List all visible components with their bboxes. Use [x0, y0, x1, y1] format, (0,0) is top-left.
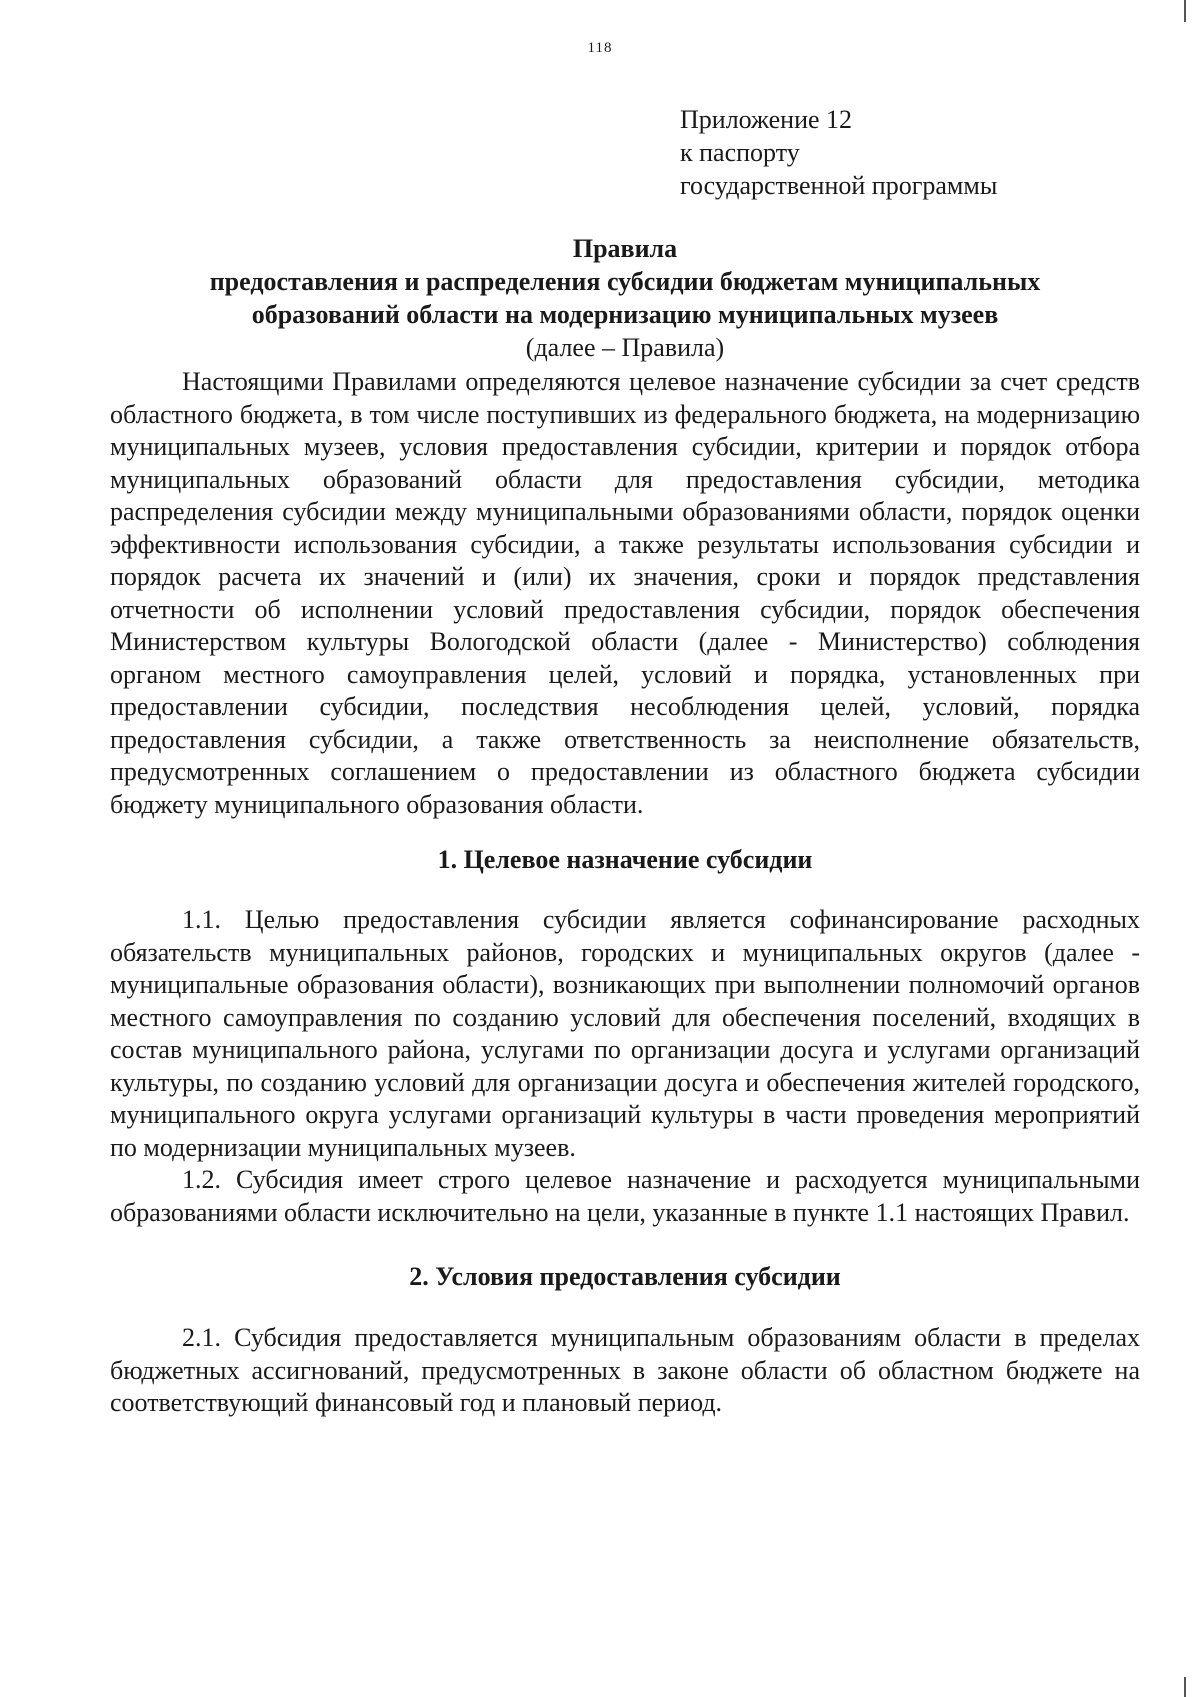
- document-title: [110, 232, 1140, 364]
- appendix-line-2: к паспорту: [680, 138, 800, 167]
- appendix-line-3: государственной программы: [680, 171, 998, 200]
- scan-edge-mark-bottom: [1184, 1677, 1186, 1697]
- section-2-body: [110, 1322, 1140, 1420]
- section-2-heading: 2. Условия предоставления субсидии: [409, 1262, 841, 1291]
- title-line-4: (далее – Правила): [525, 333, 725, 362]
- section-1-body: [110, 904, 1140, 1229]
- section-1-paragraph-1: 1.1. Целью предоставления субсидии является софинансирование расходных обязательств муниципальных районов, городских и муниципальных округов (далее - муниципальные образования области), возникающих при выполнении полномочий органов местного самоуправления по созданию условий для обеспечения поселений, входящих в состав муниципального района, услугами по организации досуга и услугами организаций культуры, по созданию условий для организации досуга и обеспечения жителей городского, муниципального округа услугами организаций культуры в части проведения мероприятий по модернизации муниципальных музеев.: [110, 905, 1140, 1162]
- intro-paragraph: Настоящими Правилами определяются целевое назначение субсидии за счет средств областного бюджета, в том числе поступивших из федерального бюджета, на модернизацию муниципальных музеев, условия предоставления субсидии, критерии и порядок отбора муниципальных образований области для предоставления субсидии, методика распределения субсидии между муниципальными образованиями области, порядок оценки эффективности использования субсидии, а также результаты использования субсидии и порядок расчета их значений и (или) их значения, сроки и порядок представления отчетности об исполнении условий предоставления субсидии, порядок обеспечения Министерством культуры Вологодской области (далее - Министерство) соблюдения органом местного самоуправления целей, условий и порядка, установленных при предоставлении субсидии, последствия несоблюдения целей, условий, порядка предоставления субсидии, а также ответственность за неисполнение обязательств, предусмотренных соглашением о предоставлении из областного бюджета субсидии бюджету муниципального образования области.: [110, 367, 1140, 819]
- section-2-paragraph-1: 2.1. Субсидия предоставляется муниципальным образованиям области в пределах бюджетных ассигнований, предусмотренных в законе области об областном бюджете на соответствующий финансовый год и плановый период.: [110, 1323, 1140, 1417]
- section-1-heading: 1. Целевое назначение субсидии: [437, 845, 813, 874]
- appendix-reference: [680, 103, 997, 202]
- intro-paragraph-block: [110, 366, 1140, 821]
- scan-edge-mark-top: [1184, 0, 1186, 22]
- page-number: 118: [587, 40, 613, 56]
- title-line-2: предоставления и распределения субсидии бюджетам муниципальных: [209, 267, 1041, 296]
- section-1-paragraph-2: 1.2. Субсидия имеет строго целевое назначение и расходуется муниципальными образованиями области исключительно на цели, указанные в пункте 1.1 настоящих Правил.: [110, 1165, 1140, 1227]
- title-line-1: Правила: [572, 234, 678, 263]
- title-line-3: образований области на модернизацию муниципальных музеев: [251, 300, 999, 329]
- appendix-line-1: Приложение 12: [680, 105, 853, 134]
